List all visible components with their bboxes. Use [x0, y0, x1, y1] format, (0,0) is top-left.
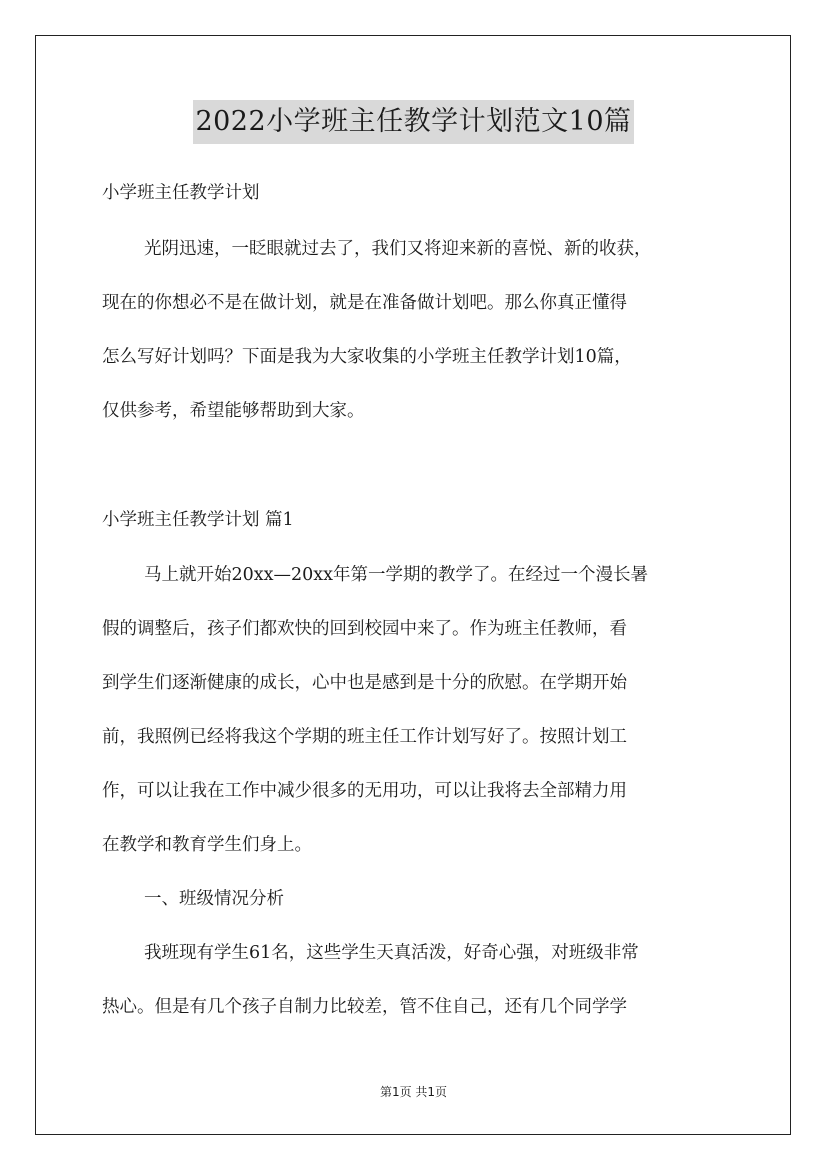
page-footer: 第1页 共1页	[379, 1085, 448, 1099]
paragraph-line: 光阴迅速，一眨眼就过去了，我们又将迎来新的喜悦、新的收获，	[144, 239, 652, 259]
paragraph-line: 现在的你想必不是在做计划，就是在准备做计划吧。那么你真正懂得	[102, 293, 627, 313]
paragraph-line: 假的调整后，孩子们都欢快的回到校园中来了。作为班主任教师，看	[102, 619, 627, 639]
title-container	[0, 100, 827, 144]
section-heading: 小学班主任教学计划	[102, 183, 260, 203]
paragraph-line: 热心。但是有几个孩子自制力比较差，管不住自己，还有几个同学学	[102, 997, 627, 1017]
paragraph-line: 怎么写好计划吗？下面是我为大家收集的小学班主任教学计划10篇，	[102, 347, 632, 367]
paragraph-line: 前，我照例已经将我这个学期的班主任工作计划写好了。按照计划工	[102, 727, 627, 747]
paragraph-line: 作，可以让我在工作中减少很多的无用功，可以让我将去全部精力用	[102, 781, 627, 801]
paragraph-line: 在教学和教育学生们身上。	[102, 835, 312, 855]
paragraph-line: 仅供参考，希望能够帮助到大家。	[102, 401, 365, 421]
document-title: 2022小学班主任教学计划范文10篇	[193, 100, 633, 144]
paragraph-line: 马上就开始20xx—20xx年第一学期的教学了。在经过一个漫长暑	[144, 565, 649, 585]
paragraph-line: 到学生们逐渐健康的成长，心中也是感到是十分的欣慰。在学期开始	[102, 673, 627, 693]
subsection-heading: 一、班级情况分析	[144, 889, 284, 909]
paragraph-line: 我班现有学生61名，这些学生天真活泼，好奇心强，对班级非常	[144, 943, 639, 963]
section-heading: 小学班主任教学计划 篇1	[102, 510, 294, 530]
